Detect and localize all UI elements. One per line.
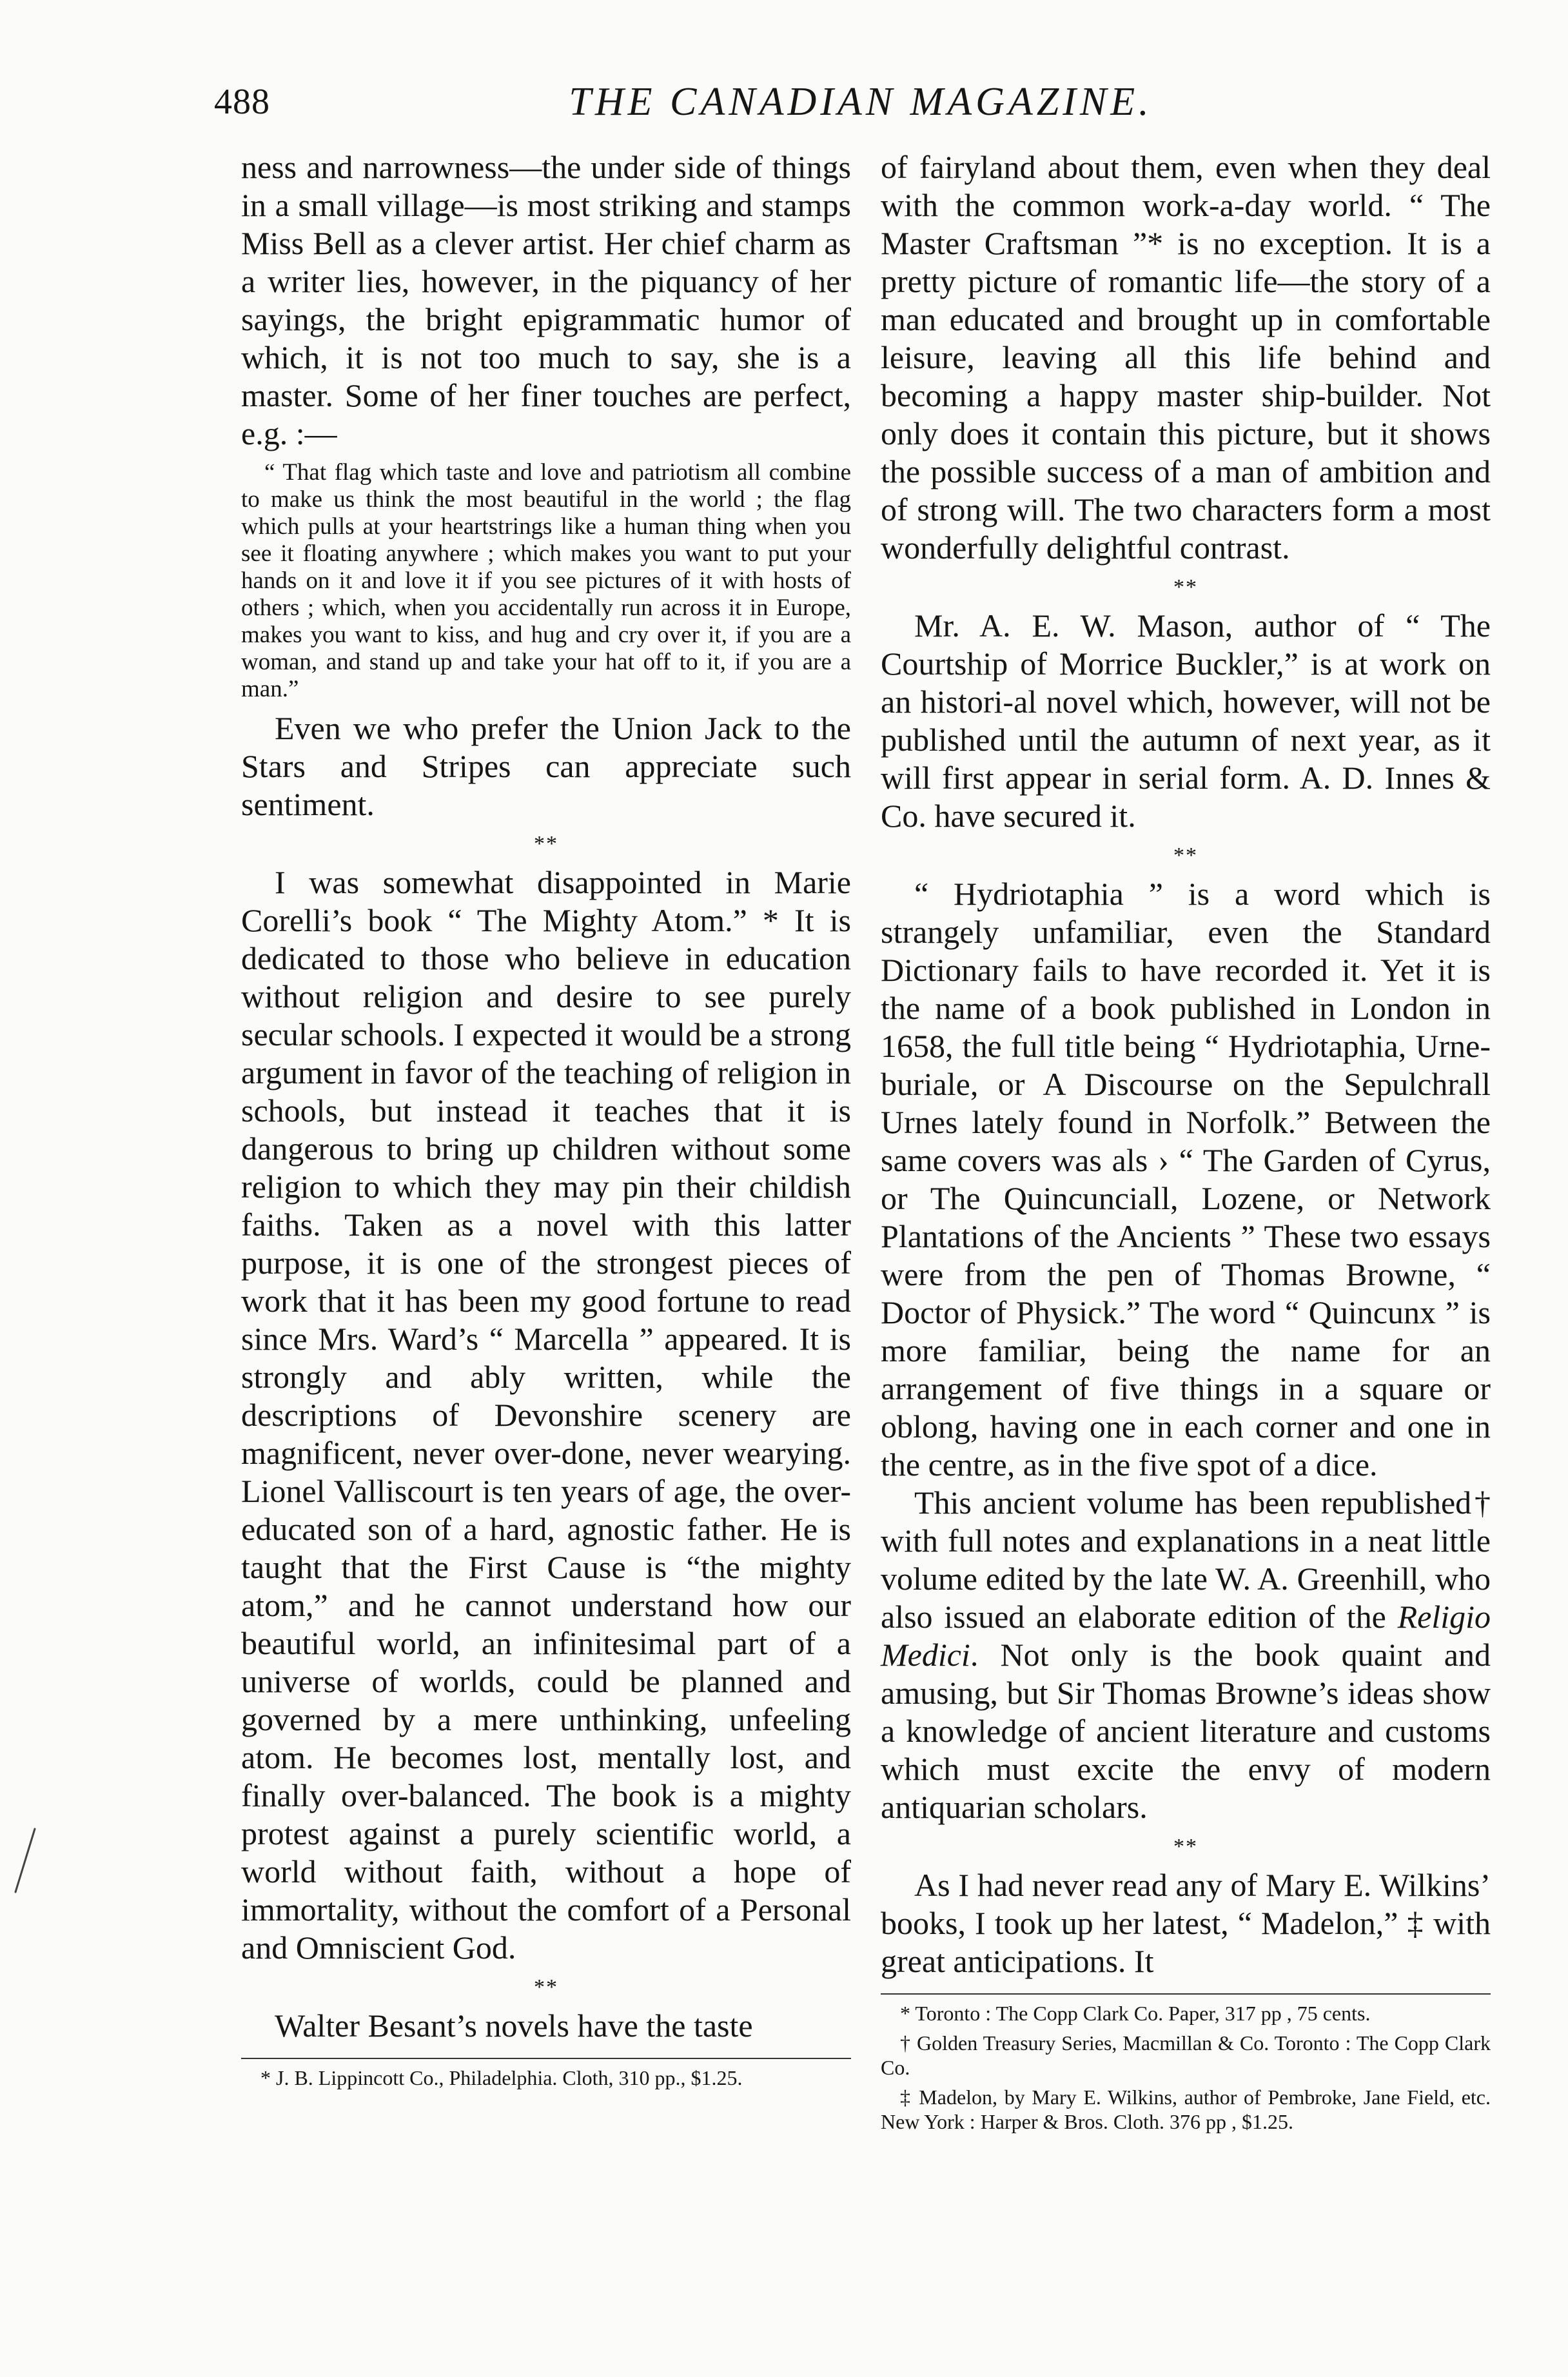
flag-quote: “ That flag which taste and love and patriotism all combine to make us think the most beautiful in the world ; the flag which pulls at your heartstrings like a human thing when you see it floating anywhere ; which makes you want to put your hands on it and love it if you see pictures of it with hosts of others ; which, when you accidentally run across it in Europe, makes you want to kiss, and hug and cry over it, if you are a woman, and stand up and take your hat off to it, if you are a man.” bbox=[241, 459, 851, 702]
right-paragraph-4-start: This ancient volume has been republished† with full notes and explanations in a neat little volume edited by the late W. A. Greenhill, who also issued an elaborate edition of the bbox=[881, 1484, 1491, 1635]
right-footnote-2: † Golden Treasury Series, Macmillan & Co. Toronto : The Copp Clark Co. bbox=[881, 2031, 1491, 2079]
section-separator: ** bbox=[1173, 843, 1198, 867]
religio-medici-title: Religio Medici bbox=[881, 1599, 1491, 1673]
left-paragraph-3: I was somewhat disappointed in Marie Corelli’s book “ The Mighty Atom.” * It is dedicated to those who believe in education without religion and desire to see purely secular schools. I expected it would be a strong argument in favor of the teaching of religion in schools, but instead it teaches that it is dangerous to bring up children without some religion to which they may pin their childish faiths. Taken as a novel with this latter purpose, it is one of the strongest pieces of work that it has been my good fortune to read since Mrs. Ward’s “ Marcella ” appeared. It is strongly and ably written, while the descriptions of Devonshire scenery are magnificent, never over-done, never wearying. Lionel Valliscourt is ten years of age, the over-educated son of a hard, agnostic father. He is taught that the First Cause is “the mighty atom,” and he cannot understand how our beautiful world, an infinitesimal part of a universe of worlds, could be planned and governed by a mere unthinking, unfeeling atom. He becomes lost, mentally lost, and finally over-balanced. The book is a mighty protest against a purely scientific world, a world without faith, without a hope of immortality, without the comfort of a Personal and Omniscient God. bbox=[241, 864, 851, 1966]
right-paragraph-3: “ Hydriotaphia ” is a word which is strangely unfamiliar, even the Standard Dictionary fails to have recorded it. Yet it is the name of a book published in London in 1658, the full title being “ Hydriotaphia, Urne-buriale, or A Discourse on the Sepulchrall Urnes lately found in Norfolk.” Between the same covers was als › “ The Garden of Cyrus, or The Quincunciall, Lozene, or Network Plantations of the Ancients ” These two essays were from the pen of Thomas Browne, “ Doctor of Physick.” The word “ Quincunx ” is more familiar, being the name for an arrangement of five things in a square or oblong, having one in each corner and one in the centre, as in the five spot of a dice. bbox=[881, 876, 1491, 1483]
section-separator: ** bbox=[1173, 1835, 1198, 1859]
left-paragraph-4: Walter Besant’s novels have the taste bbox=[275, 2007, 753, 2044]
right-paragraph-2: Mr. A. E. W. Mason, author of “ The Courtship of Morrice Buckler,” is at work on an histori-al novel which, however, will not be published until the autumn of next year, as it will first appear in serial form. A. D. Innes & Co. have secured it. bbox=[881, 607, 1491, 834]
section-separator: ** bbox=[534, 832, 558, 856]
right-paragraph-4-end: . Not only is the book quaint and amusing, but Sir Thomas Browne’s ideas show a knowledge of ancient literature and customs which must excite the envy of modern antiquarian scholars. bbox=[881, 1637, 1491, 1825]
right-footnote-1: * Toronto : The Copp Clark Co. Paper, 317 pp , 75 cents. bbox=[900, 2002, 1371, 2025]
right-paragraph-5: As I had never read any of Mary E. Wilkins’ books, I took up her latest, “ Madelon,” ‡ with great anticipations. It bbox=[881, 1867, 1491, 1979]
left-footnote: * J. B. Lippincott Co., Philadelphia. Cloth, 310 pp., $1.25. bbox=[260, 2066, 743, 2089]
left-paragraph-1: ness and narrowness—the under side of things in a small village—is most striking and stamps Miss Bell as a clever artist. Her chief charm as a writer lies, however, in the piquancy of her sayings, the bright epigrammatic humor of which, it is not too much to say, she is a master. Some of her finer touches are perfect, e.g. :— bbox=[241, 149, 851, 451]
margin-pencil-mark bbox=[9, 1825, 48, 1896]
page-number: 488 bbox=[214, 82, 270, 122]
section-separator: ** bbox=[1173, 575, 1198, 599]
footnote-divider bbox=[881, 1993, 1491, 1995]
magazine-title: THE CANADIAN MAGAZINE. bbox=[569, 80, 1153, 124]
right-footnote-3: ‡ Madelon, by Mary E. Wilkins, author of Pembroke, Jane Field, etc. New York : Harper & Bros. Cloth. 376 pp , $1.25. bbox=[881, 2086, 1491, 2133]
right-column bbox=[881, 148, 1491, 2139]
right-paragraph-1: of fairyland about them, even when they deal with the common work-a-day world. “ The Master Craftsman ”* is no exception. It is a pretty picture of romantic life—the story of a man educated and brought up in comfortable leisure, leaving all this life behind and becoming a happy master ship-builder. Not only does it contain this picture, but it shows the possible success of a man of ambition and of strong will. The two characters form a most wonderfully delightful contrast. bbox=[881, 149, 1491, 566]
running-head bbox=[214, 76, 1507, 128]
footnote-divider bbox=[241, 2058, 851, 2059]
left-paragraph-2: Even we who prefer the Union Jack to the Stars and Stripes can appreciate such sentiment. bbox=[241, 710, 851, 822]
right-paragraph-4 bbox=[881, 1484, 1491, 1826]
left-column bbox=[241, 148, 851, 2095]
section-separator: ** bbox=[534, 1975, 558, 1999]
pencil-stroke-icon bbox=[9, 1825, 48, 1896]
